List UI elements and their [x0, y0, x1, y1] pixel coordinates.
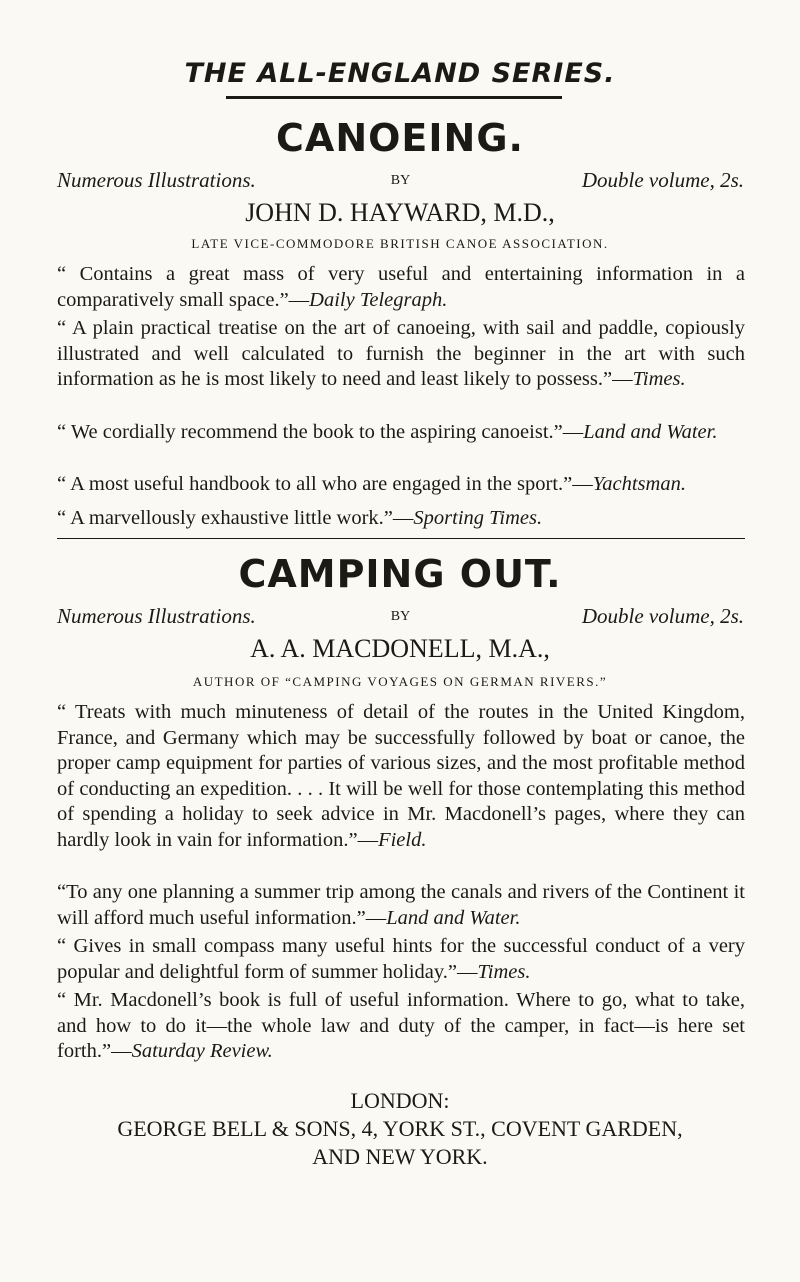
review-source: Land and Water.: [386, 906, 521, 929]
review-paragraph: [57, 472, 745, 498]
review-source: Sporting Times.: [413, 507, 543, 529]
author-name: JOHN D. HAYWARD, M.D.,: [245, 198, 555, 227]
review-paragraph: [57, 988, 745, 1065]
author-role: AUTHOR OF “CAMPING VOYAGES ON GERMAN RIVERS.”: [192, 674, 608, 689]
review-paragraph: [57, 262, 745, 313]
book-title-camping-out: CAMPING OUT.: [238, 552, 562, 596]
review-text: “ A plain practical treatise on the art of canoeing, with sail and paddle, copiously illustrated and well calculated to furnish the beginner in the art with such information as he is most likely to need and least likely to possess.”—: [57, 317, 745, 390]
illustrations-note: Numerous Illustrations.: [57, 604, 256, 628]
review-paragraph: [57, 316, 745, 393]
review-text: “ Gives in small compass many useful hints for the successful conduct of a very popular and delightful form of summer holiday.”—: [57, 935, 745, 983]
review-source: Daily Telegraph.: [309, 288, 448, 311]
review-text: “ Contains a great mass of very useful and entertaining information in a comparatively small space.”—: [57, 263, 745, 311]
review-source: Yachtsman.: [592, 473, 686, 495]
book-title-canoeing: CANOEING.: [276, 116, 524, 160]
review-text: “ We cordially recommend the book to the aspiring canoeist.”—: [57, 421, 584, 443]
section-divider: [57, 538, 745, 539]
review-paragraph: [57, 420, 745, 446]
illustrations-note: Numerous Illustrations.: [57, 168, 256, 192]
review-paragraph: [57, 934, 745, 985]
review-source: Times.: [477, 960, 531, 983]
author-name: A. A. MACDONELL, M.A.,: [250, 634, 550, 663]
review-source: Saturday Review.: [131, 1040, 273, 1062]
review-text: “ A marvellously exhaustive little work.”—: [57, 507, 414, 529]
series-underline: [226, 96, 562, 99]
review-text: “ Treats with much minuteness of detail of the routes in the United Kingdom, France, and Germany which may be successfully followed by boat or canoe, the proper camp equipment for parties of various sizes, and the most profitable method of conducting an expedition. . . . It will be well for those contemplating this method of spending a holiday to seek advice in Mr. Macdonell’s pages, where they can hardly look in vain for information.”—: [57, 701, 745, 851]
review-source: Land and Water.: [583, 421, 718, 443]
review-text: “To any one planning a summer trip among the canals and rivers of the Continent it will afford much useful information.”—: [57, 881, 745, 929]
review-source: Field.: [378, 828, 427, 851]
volume-price: Double volume, 2s.: [581, 604, 744, 628]
imprint-city: LONDON:: [350, 1088, 450, 1113]
volume-price: Double volume, 2s.: [581, 168, 744, 192]
review-text: “ A most useful handbook to all who are engaged in the sport.”—: [57, 473, 593, 495]
imprint-publisher: GEORGE BELL & SONS, 4, YORK ST., COVENT GARDEN,: [117, 1116, 683, 1141]
review-paragraph: [57, 700, 745, 853]
review-paragraph: [57, 880, 745, 931]
by-label: BY: [390, 173, 411, 188]
by-label: BY: [390, 609, 411, 624]
author-role: LATE VICE-COMMODORE BRITISH CANOE ASSOCIATION.: [191, 236, 609, 251]
series-title: THE ALL-ENGLAND SERIES.: [184, 58, 616, 89]
review-source: Times.: [632, 368, 686, 390]
review-paragraph: [57, 506, 777, 532]
imprint-publisher-cont: AND NEW YORK.: [312, 1144, 488, 1169]
review-text: “ Mr. Macdonell’s book is full of useful information. Where to go, what to take, and how to do it—the whole law and duty of the camper, in fact—is here set forth.”—: [57, 989, 745, 1062]
